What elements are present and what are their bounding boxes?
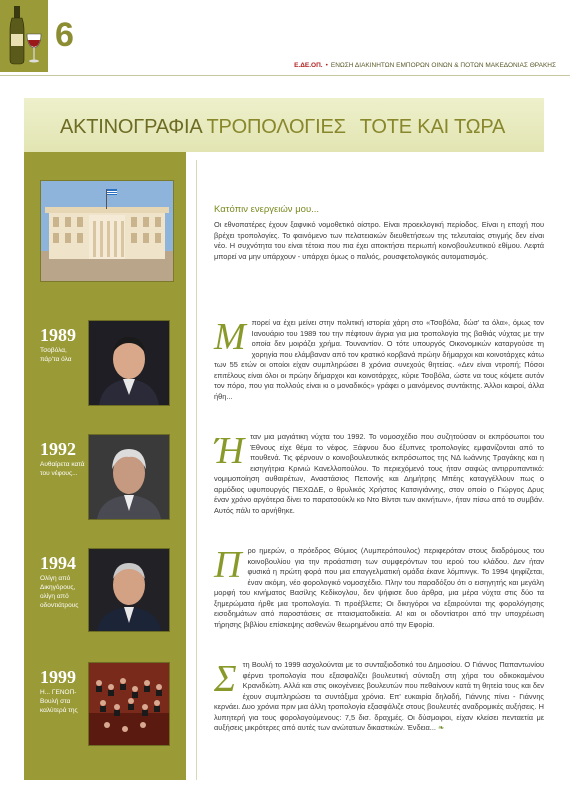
drop-cap-1999: Σ	[214, 658, 237, 700]
header-rule	[0, 75, 570, 76]
section-1994-text	[214, 546, 544, 630]
portrait-1992	[88, 434, 170, 520]
end-leaf-icon: ❧	[438, 723, 445, 732]
caption-1992: Αυθαίρετα κατά του νέφους...	[40, 461, 85, 477]
section-1992-body: ταν μια μαγιάτικη νύχτα του 1992. Το νομοσχέδιο που συζητούσαν οι εκπρόσωποι του Έθνους είχε θέμα το νέφος. Ξάφνου δυο έξυπνες τροπολογίες εμφανίζονται από το πουθενά. Τις φέρνουν ο κοινοβουλευτικός εκπρόσωπος της ΝΔ Ιωάννης Τραγάκης και η εισηγήτρια Κρινιώ Κανελλοπούλου. Το περιεχόμενό τους ήταν σαφώς αντιρρυπαντικό: νομιμοποίηση αυθαιρέτων, Αναστάσιος Πεπονής και Δημήτρης Μπέης καταγγέλλουν πως ο αρμόδιος υφυπουργός ΠΕΧΩΔΕ, ο θρυλικός Χρήστος Κατσιγιάννης, στον οποίο ο Γιώργος Δρυς έναν χρόνο αργότερα δίνει το παρατσούκλι κο Ντο Βίντσι των ακινήτων», ήταν πίσω από το συμβάν. Αυτός πάλι το αρνήθηκε.	[214, 432, 544, 515]
drop-cap-1989: Μ	[214, 316, 246, 358]
page-number: 6	[55, 16, 74, 54]
parliament-session-photo	[88, 662, 170, 746]
running-header	[294, 62, 556, 69]
title-part-1: ΑΚΤΙΝΟΓΡΑΦΙΑ	[60, 116, 202, 138]
section-1992-text	[214, 432, 544, 516]
portrait-1989	[88, 320, 170, 406]
title-part-3: ΤΟΤΕ ΚΑΙ ΤΩΡΑ	[359, 116, 506, 138]
column-divider	[196, 160, 197, 780]
portrait-1994	[88, 548, 170, 632]
section-1989-text	[214, 318, 544, 402]
parliament-photo	[40, 180, 174, 282]
caption-1999: Η... ΓΕΝΟΠ-Βουλή στα καλύτερά της	[40, 689, 78, 714]
page-title	[60, 116, 505, 139]
section-1999-text	[214, 660, 544, 734]
year-1999: 1999	[40, 667, 76, 687]
section-1994-body: ρο ημερών, ο πρόεδρος Θύμιος (Λυμπερόπουλος) περιφερόταν στους διαδρόμους του κοινοβουλίου για την προάσπιση των συμφερόντων του ιερού του κλάδου. Δεν ήταν φυσικά η πρώτη φορά που μια επαγγελματική ομάδα έκανε λόμπινγκ. Το 1994 ψηφίζεται, έναν ακόμη, νέο φορολογικό νομοσχέδιο. Πλην του παραδόξου ότι ο εισηγητής και μεγάλη μορφή του κινήματος Βασίλης Κεδίκογλου, δεν ψήφισε δυο άρθρα, μια μέρα νύχτα στις δύο τα ξημερώματα ήρθε μια τροπολογία. Τι προέβλεπε; Οι δικηγόροι να εξαιρούνται της φορολόγησης εισοδημάτων από παροστάσεις σε πταισματοδικεία. Α! και οι οδοντίατροι από την υποχρέωση τήρησης βιβλίου επίσκεψης ασθενών θεωρημένου από την Εφορία.	[214, 546, 544, 629]
intro-paragraph: Οι εθνοπατέρες έχουν ξαφνικό νομοθετικό οίστρο. Είναι προεκλογική περίοδος. Είναι η εποχή που βρέχει τροπολογίες. Το φαινόμενο των πελατειακών διευθετήσεων της τελευταίας στιγμής δεν είναι νέο. Η συχνότητα του είναι τέτοια που πια έχει αποκτήσει περιωπή κοινοβουλευτικού εθίμου. Λεφτά μπορεί να μην υπάρχουν - υπάρχει όμως ο παλιός, ρουσφετολογικός αυτοματισμός.	[214, 220, 544, 261]
section-1989-body: πορεί να έχει μείνει στην πολιτική ιστορία χάρη στο «Τσοβόλα, δώσ' τα όλα», όμως τον Ιανουάριο του 1989 του την πέφτουν άγρια για μια τροπολογία της βαθιάς νύχτας με την οποία δεν μοιράζει χρήμα. Τουναντίον. Ο τότε υπουργός Οικονομικών καταργούσε τη χορηγία που ελάμβαναν από τον κρατικό κορβανά πρώην δήμαρχοι και κοινοτάρχες κάτω των 55 ετών οι οποίοι είχαν συμπληρώσει 8 χρόνια συνεχούς θητείας. «Δεν είναι ντροπή; Πόσοι επιτέλους είναι όλοι οι πρώην δήμαρχοι και κοινοτάρχες, κύριε Τσοβόλα, ώστε να τους κόψετε αυτόν τον πόρο, που για πολλούς είναι κι ο μοναδικός» γράφει ο μαινόμενος συντάκτης. Άλλοι καιροί, άλλα ήθη...	[214, 318, 545, 401]
drop-cap-1992: Ή	[214, 430, 245, 472]
year-1994: 1994	[40, 553, 76, 573]
wine-logo	[0, 0, 48, 72]
drop-cap-1994: Π	[214, 544, 242, 586]
year-1992: 1992	[40, 439, 76, 459]
caption-1989: Τσοβόλα, πάρ'τα όλα	[40, 347, 72, 363]
title-part-2: ΤΡΟΠΟΛΟΓΙΕΣ	[206, 116, 346, 138]
caption-1994: Ολίγη από Δικηγόρους, ολίγη από οδοντιάτρους	[40, 575, 79, 609]
section-1999-body: τη Βουλή το 1999 ασχολούνται με το συνταξιοδοτικό του Δημοσίου. Ο Γιάννος Παπαντωνίου φέρνει τροπολογία που εξασφαλίζει βουλευτική σύνταξη στη χήρα του οδικοκαμένου Κρανιδιώτη. Αλλά και στις οικογένειες βουλευτών που πεθαίνουν κατά τη θητεία τους και δεν έχουν συμπληρώσει τα συντάξιμα χρόνια. Επ' ευκαιρία δηλαδή, Γιάννης πίνει - Γιάννης κερνάει. Δυο χρόνια πριν μια άλλη τροπολογία εξασφάλιζε στους βουλευτές αναδρομικές αυξήσεις. Η λυπητερή για τους φορολογούμενους: 7,5 δισ. δραχμές. Οι δύσμοιροι, είχαν κλείσει πενταετία με αυξήσεις μικρότερες από αυτές των ανώτατων δικαστικών. Ένδεια...	[214, 660, 544, 732]
header-bullet: •	[325, 62, 328, 69]
year-1989: 1989	[40, 325, 76, 345]
wine-bottle-glass-icon	[0, 0, 48, 72]
org-full-name: ΕΝΩΣΗ ΔΙΑΚΙΝΗΤΩΝ ΕΜΠΟΡΩΝ ΟΙΝΩΝ & ΠΟΤΩΝ ΜΑΚΕΔΟΝΙΑΣ ΘΡΑΚΗΣ	[330, 62, 556, 69]
intro-heading: Κατόπιν ενεργειών μου...	[214, 204, 320, 215]
org-acronym: Ε.ΔΕ.ΟΠ.	[294, 62, 323, 69]
